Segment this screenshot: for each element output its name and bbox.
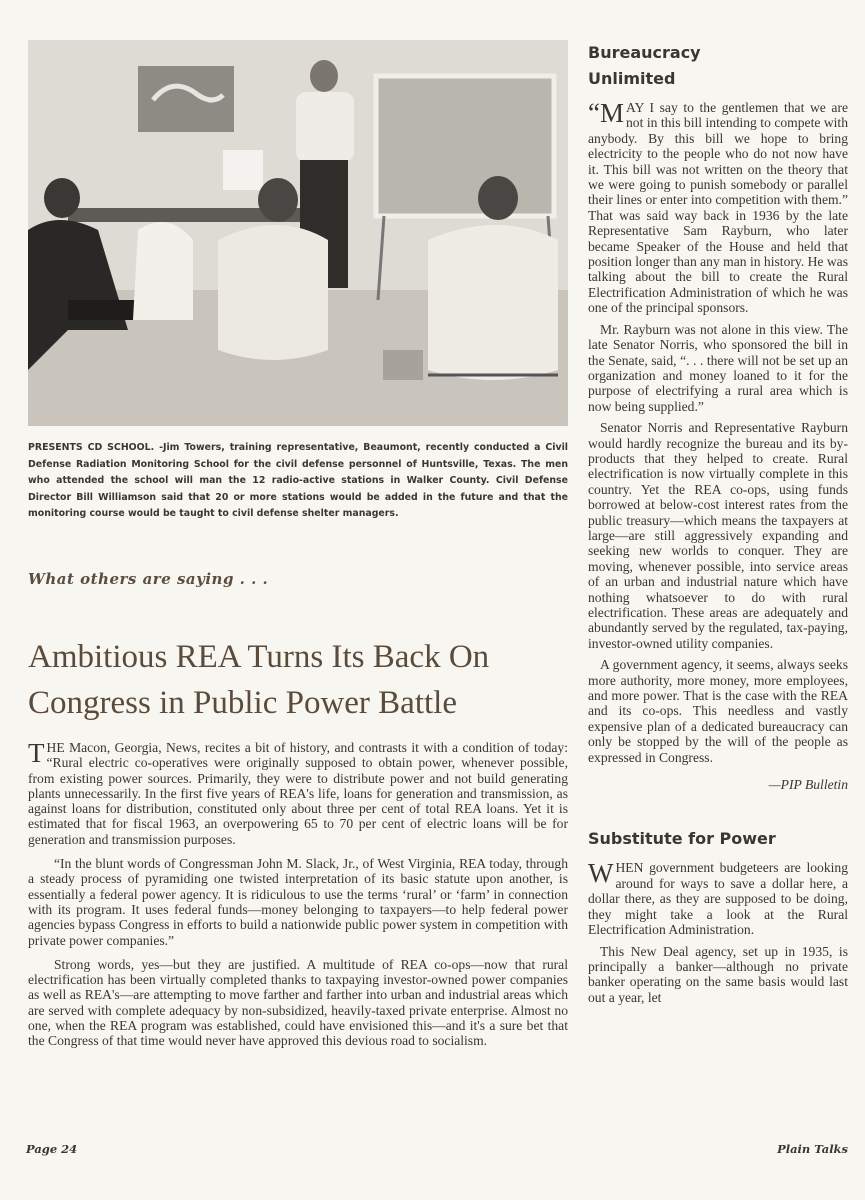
sidebar-substitute-for-power — [588, 826, 848, 1005]
drop-cap: W — [588, 858, 614, 889]
paragraph-text: HEN government budgeteers are looking around for ways to save a dollar here, a dollar there, as they are supposed to be doing, they might take a look at the Rural Electrification Administration. — [588, 860, 848, 938]
article-paragraph — [588, 860, 848, 937]
article-paragraph: “In the blunt words of Congressman John M. Slack, Jr., of West Virginia, REA today, through a steady process of pyramiding one twisted interpretation of its basic statute upon another, is essentially a federal power agency. It is ridiculous to use the terms ‘rural’ or ‘farm’ in connection with its program. It uses federal funds—money belonging to taxpayers—to help federal power agencies bypass Congress in efforts to build a nationwide public power system in competition with private power companies.” — [28, 856, 568, 948]
article-paragraph: Senator Norris and Representative Rayburn would hardly recognize the bureau and its by-products that they helped to create. Rural electrification is now virtually complete in this country. Yet the REA co-ops, using funds borrowed at below-cost interest rates from the public treasury—which means the taxpayers at large—are still aggressively expanding and seeking new worlds to conquer. They are moving, whenever possible, into service areas of an urban and industrial nature which have nothing whatsoever to do with rural electrification. These areas are adequately and abundantly served by the regulated, tax-paying, investor-owned utility companies. — [588, 420, 848, 651]
drop-cap: “M — [588, 98, 624, 128]
caption-text: -Jim Towers, training representative, Beaumont, recently conducted a Civil Defense Radiation Monitoring School for the civil defense personnel of Huntsville, Texas. The men who attended the school will man the 12 radio-active stations in Walker County. Civil Defense Director Bill Williamson said that 20 or more stations would be added in the future and that the monitoring course would be taught to civil defense shelter managers. — [28, 442, 568, 520]
article-paragraph: Mr. Rayburn was not alone in this view. The late Senator Norris, who sponsored the bill in the Senate, said, “. . . there will not be set up an organization and money loaned to it for the purpose of electrifying a rural area which is now being supplied.” — [588, 321, 848, 414]
right-column — [588, 40, 848, 1011]
sidebar-title: Bureaucracy Unlimited — [588, 43, 701, 88]
section-kicker: What others are saying . . . — [28, 570, 269, 588]
sidebar-bureaucracy-unlimited — [588, 40, 848, 792]
article-paragraph: This New Deal agency, set up in 1935, is principally a banker—although no private banker operating on the same basis would last out a year, let — [588, 943, 848, 1005]
classroom-photo-image — [28, 40, 568, 426]
paragraph-text: AY I say to the gentlemen that we are not in this bill intending to compete with anybody. By this bill we hope to bring electricity to the people who do not now have it. This bill was not written on the theory that we were going to punish somebody or parallel their lines or enter into competition with them.” That was said way back in 1936 by the late Representative Sam Rayburn, who later became Speaker of the House and held that position longer than any man in history. He was talking about the bill to create the Rural Electrification Administration of which he was one of the principal sponsors. — [588, 100, 848, 316]
cd-school-photo — [28, 40, 568, 426]
page-number: Page 24 — [26, 1142, 78, 1156]
article-headline: Ambitious REA Turns Its Back On Congress in Public Power Battle — [28, 639, 490, 721]
caption-lead: PRESENTS CD SCHOOL. — [28, 442, 155, 453]
article-paragraph: A government agency, it seems, always seeks more authority, more money, more employees, and more power. That is the case with the REA and its co-ops. This needless and vastly expensive plan of a dedicated bureaucracy can only be stopped by the will of the people as expressed in Congress. — [588, 657, 848, 765]
article-paragraph — [28, 740, 568, 847]
article-paragraph: Strong words, yes—but they are justified. A multitude of REA co-ops—now that rural electrification has been virtually completed thanks to taxpaying investor-owned power companies as well as REA's—are attempting to move farther and farther into urban and industrial areas which are served with complete adequacy by non-subsidized, heavily-taxed private enterprise. Almost no one, when the REA program was established, could have envisioned this—and it's a sure bet that the Congress of that time would never have approved this devious road to socialism. — [28, 956, 568, 1049]
publication-name: Plain Talks — [777, 1142, 848, 1156]
paragraph-text: HE Macon, Georgia, News, recites a bit of history, and contrasts it with a condition of today: “Rural electric co-operatives were originally supposed to obtain power, whenever possible, from existing power sources. Primarily, they were to distribute power and not build generating plants unnecessarily. In the first five years of REA's life, loans for generation and transmission, as against loans for distribution, constituted only about three per cent of total REA loans. Yet it is estimated that for fiscal 1963, an overpowering 65 to 70 per cent of electric loans will be for generation and transmission purposes. — [28, 740, 568, 847]
photo-caption — [28, 440, 568, 523]
drop-cap: T — [28, 738, 45, 768]
sidebar-title: Substitute for Power — [588, 829, 776, 849]
article-paragraph — [588, 100, 848, 316]
source-attribution: —PIP Bulletin — [768, 777, 848, 793]
main-article-body — [28, 740, 568, 1058]
